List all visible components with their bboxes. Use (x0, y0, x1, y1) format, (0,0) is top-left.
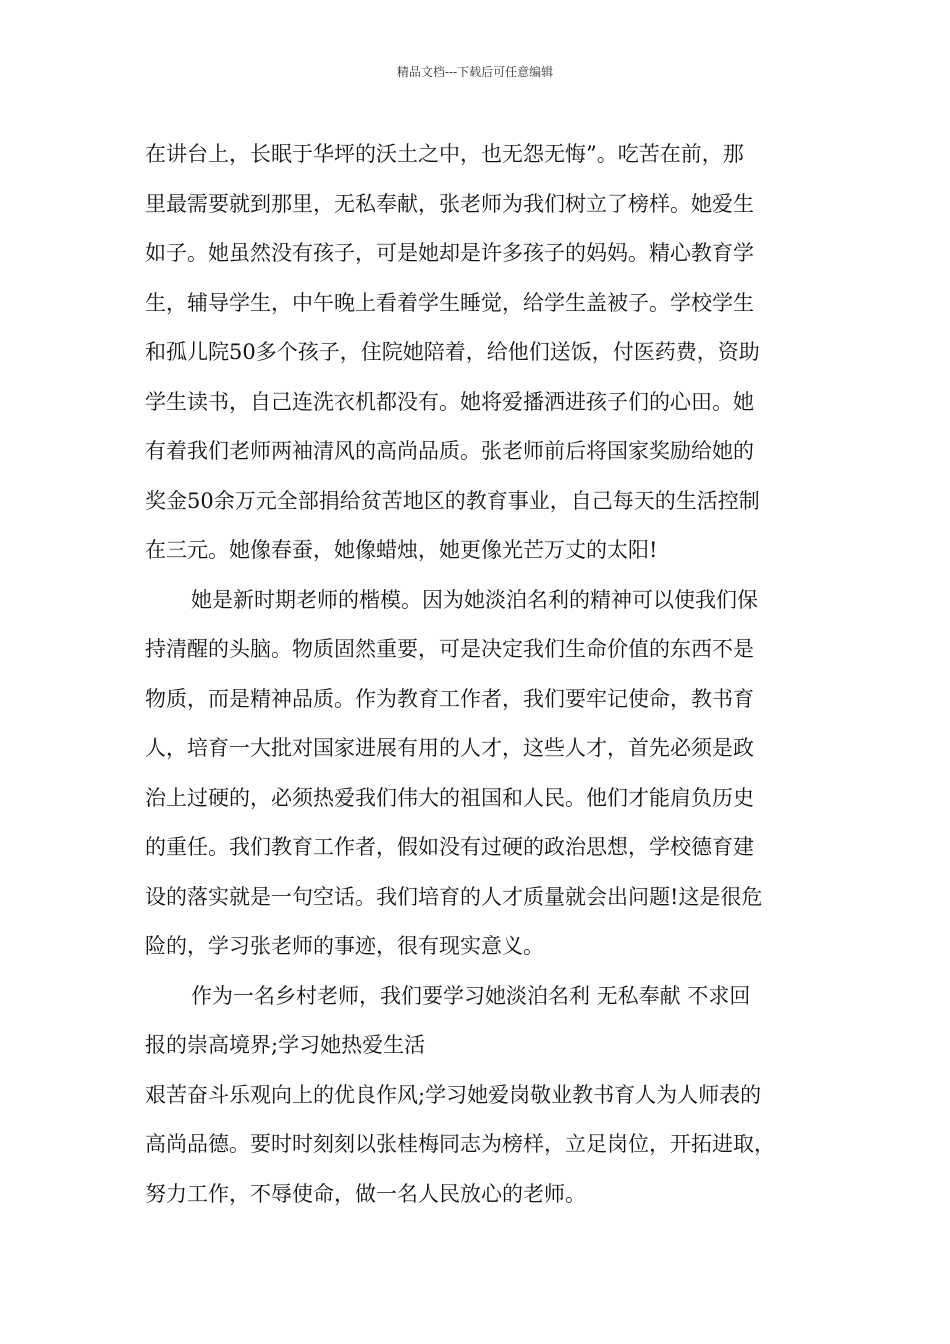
text-line: 物质，而是精神品质。作为教育工作者，我们要牢记使命，教书育 (145, 686, 754, 711)
document-body (145, 130, 835, 1219)
text-line: 在讲台上，长眠于华坪的沃土之中，也无怨无悔”。吃苦在前，那 (145, 142, 744, 166)
paragraph-first-line: 她是新时期老师的楷模。因为她淡泊名利的精神可以使我们保 (191, 587, 758, 612)
text-line: 奖金50余万元全部捐给贫苦地区的教育事业，自己每天的生活控制 (145, 488, 760, 513)
text-line: 治上过硬的，必须热爱我们伟大的祖国和人民。他们才能肩负历史 (145, 785, 754, 810)
text-line: 里最需要就到那里，无私奉献，张老师为我们树立了榜样。她爱生 (145, 191, 754, 216)
text-line: 人，培育一大批对国家进展有用的人才，这些人才，首先必须是政 (145, 736, 754, 760)
text-line: 在三元。她像春蚕，她像蜡烛，她更像光芒万丈的太阳! (145, 538, 658, 562)
text-line: 和孤儿院50多个孩子，住院她陪着，给他们送饭，付医药费，资助 (145, 340, 760, 364)
text-line: 持清醒的头脑。物质固然重要，可是决定我们生命价值的东西不是 (145, 637, 754, 661)
paragraph-first-line: 作为一名乡村老师，我们要学习她淡泊名利 无私奉献 不求回 (191, 983, 751, 1008)
text-line: 生，辅导学生，中午晚上看着学生睡觉，给学生盖被子。学校学生 (145, 290, 754, 315)
text-line: 报的崇高境界;学习她热爱生活 (145, 1033, 426, 1057)
text-line: 高尚品德。要时时刻刻以张桂梅同志为榜样，立足岗位，开拓进取， (145, 1132, 775, 1156)
text-line: 设的落实就是一句空话。我们培育的人才质量就会出问题!这是很危 (145, 884, 763, 909)
page-header: 精品文档---下载后可任意编辑 (396, 65, 554, 79)
text-line: 努力工作，不辱使命，做一名人民放心的老师。 (145, 1181, 586, 1206)
text-line: 学生读书，自己连洗衣机都没有。她将爱播洒进孩子们的心田。她 (145, 389, 754, 414)
text-line: 的重任。我们教育工作者，假如没有过硬的政治思想，学校德育建 (145, 835, 754, 859)
text-line: 有着我们老师两袖清风的高尚品质。张老师前后将国家奖励给她的 (145, 439, 754, 463)
text-line: 艰苦奋斗乐观向上的优良作风;学习她爱岗敬业教书育人为人师表的 (145, 1082, 762, 1107)
text-line: 如子。她虽然没有孩子，可是她却是许多孩子的妈妈。精心教育学 (145, 241, 754, 265)
text-line: 险的，学习张老师的事迹，很有现实意义。 (145, 934, 544, 958)
